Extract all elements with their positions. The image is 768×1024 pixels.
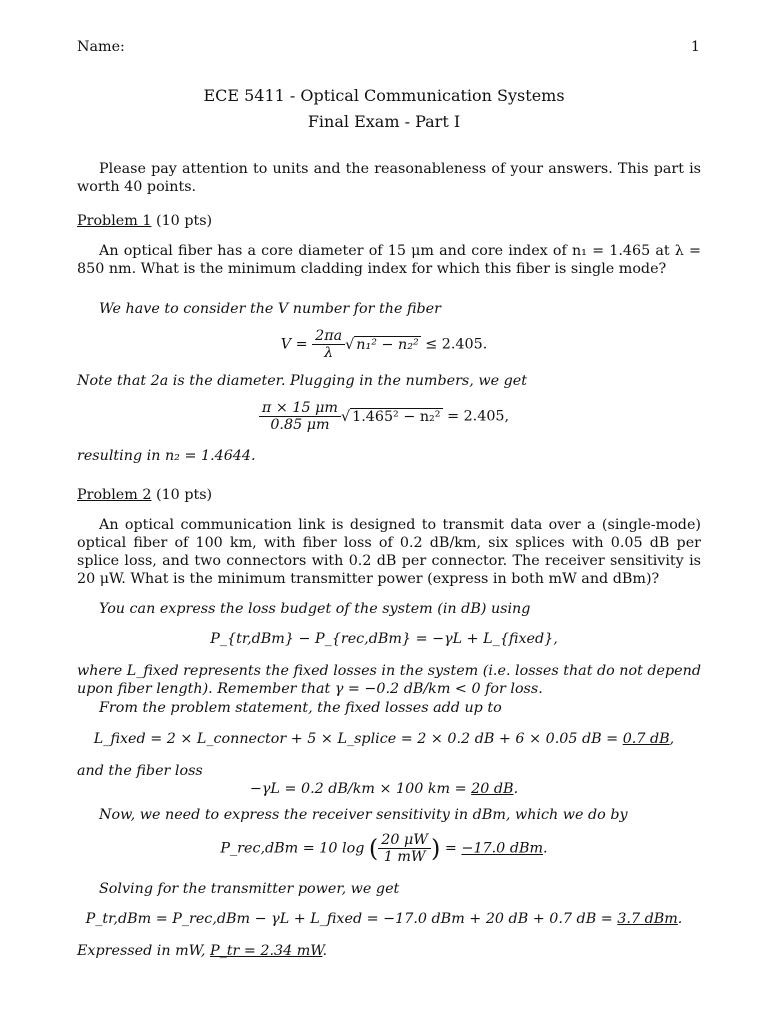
problem2-final-answer: Expressed in mW, P_tr = 2.34 mW.	[77, 943, 328, 959]
eq-fixed-answer: 0.7 dB	[622, 731, 670, 747]
intro-text: Please pay attention to units and the reasonableness of your answers. This part is worth 40 points.	[77, 161, 701, 195]
eq-sens-lhs: P_rec,dBm = 10 log	[220, 840, 365, 857]
eq-tx-answer: 3.7 dBm	[617, 911, 678, 927]
eq-sens-fraction	[378, 832, 431, 865]
problem2-solution-where: where L_fixed represents the fixed losses in the system (i.e. losses that do not depend upon fiber length). Remember that γ = −0.2 dB/km < 0 for loss.	[77, 663, 701, 697]
problem2-equation-budget: P_{tr,dBm} − P_{rec,dBm} = −γL + L_{fixed},	[210, 631, 558, 647]
eq2-denominator: 0.85 μm	[270, 417, 330, 433]
problem2-sensitivity-intro: Now, we need to express the receiver sensitivity in dBm, which we do by	[99, 807, 628, 823]
eq1-numerator: 2πa	[312, 328, 345, 345]
problem2-points: (10 pts)	[156, 487, 213, 503]
final-answer-prefix: Expressed in mW,	[77, 943, 206, 959]
eq-fixed-lhs: L_fixed = 2 × L_connector + 5 × L_splice = 2 × 0.2 dB + 6 × 0.05 dB =	[93, 731, 619, 747]
eq1-sqrt: √ n₁² − n₂²	[345, 336, 419, 353]
problem1-equation-numbers	[0, 400, 768, 433]
eq-fiber-lhs: −γL = 0.2 dB/km × 100 km =	[249, 781, 467, 797]
problem1-question: An optical fiber has a core diameter of 15 μm and core index of n₁ = 1.465 at λ = 850 nm. What is the minimum cladding index for which this fiber is single mode?	[77, 243, 701, 277]
problem2-equation-sensitivity: P_rec,dBm = 10 log ( $\frac{20 \mu W}{1 mW}$ ) = −17.0 dBm.	[220, 832, 548, 865]
eq-sens-rparen: )	[431, 834, 441, 863]
problem2-title: Problem 2	[77, 487, 152, 503]
eq2-radicand: 1.465² − n₂²	[352, 408, 441, 425]
eq2-sqrt: √ 1.465² − n₂²	[340, 408, 441, 425]
problem2-equation-transmitter: P_tr,dBm = P_rec,dBm − γL + L_fixed = −17.0 dBm + 20 dB + 0.7 dB = 3.7 dBm.	[85, 911, 683, 927]
eq-tx-lhs: P_tr,dBm = P_rec,dBm − γL + L_fixed = −17.0 dBm + 20 dB + 0.7 dB =	[85, 911, 613, 927]
problem1-solution-note: Note that 2a is the diameter. Plugging in the numbers, we get	[77, 373, 527, 389]
problem1-title: Problem 1	[77, 213, 152, 229]
eq-sens-lparen: (	[368, 834, 379, 863]
eq2-rhs: = 2.405,	[447, 408, 510, 425]
problem2-equation-fiber: −γL = 0.2 dB/km × 100 km = 20 dB.	[249, 781, 519, 797]
problem1-points: (10 pts)	[156, 213, 213, 229]
problem2-question: An optical communication link is designed to transmit data over a (single-mode) optical fiber of 100 km, with fiber loss of 0.2 dB/km, six splices with 0.05 dB per splice loss, and two connectors with 0.2 dB per connector. The receiver sensitivity is 20 μW. What is the minimum transmitter power (express in both mW and dBm)?	[77, 517, 701, 587]
page-number: 1	[690, 39, 700, 55]
problem2-transmitter-intro: Solving for the transmitter power, we get	[99, 881, 400, 897]
name-label: Name:	[77, 39, 125, 55]
problem2-heading	[77, 486, 212, 504]
eq1-fraction	[312, 328, 345, 361]
eq2-fraction	[259, 400, 341, 433]
problem2-solution-intro: You can express the loss budget of the system (in dB) using	[99, 601, 531, 617]
exam-course-title: ECE 5411 - Optical Communication Systems	[203, 86, 565, 105]
exam-part-title: Final Exam - Part I	[307, 112, 461, 131]
eq1-lhs: V =	[280, 336, 308, 353]
problem1-equation-v	[0, 328, 768, 361]
problem2-equation-fixed: L_fixed = 2 × L_connector + 5 × L_splice = 2 × 0.2 dB + 6 × 0.05 dB = 0.7 dB,	[93, 731, 675, 747]
eq1-rhs: ≤ 2.405.	[425, 336, 488, 353]
eq-sens-numerator: 20 μW	[378, 832, 431, 849]
eq-fiber-answer: 20 dB	[471, 781, 514, 797]
final-answer-value: P_tr = 2.34 mW	[209, 943, 323, 959]
problem2-fiber-intro: and the fiber loss	[77, 763, 203, 779]
eq1-denominator: λ	[324, 345, 334, 361]
eq-sens-denominator: 1 mW	[383, 849, 426, 865]
problem1-solution-intro: We have to consider the V number for the fiber	[99, 301, 441, 317]
eq1-radicand: n₁² − n₂²	[356, 336, 419, 353]
problem1-heading	[77, 212, 212, 230]
problem2-fixed-intro: From the problem statement, the fixed losses add up to	[99, 700, 502, 716]
problem1-result: resulting in n₂ = 1.4644.	[77, 448, 256, 464]
eq2-numerator: π × 15 μm	[259, 400, 341, 417]
eq-sens-answer: −17.0 dBm	[461, 840, 544, 857]
